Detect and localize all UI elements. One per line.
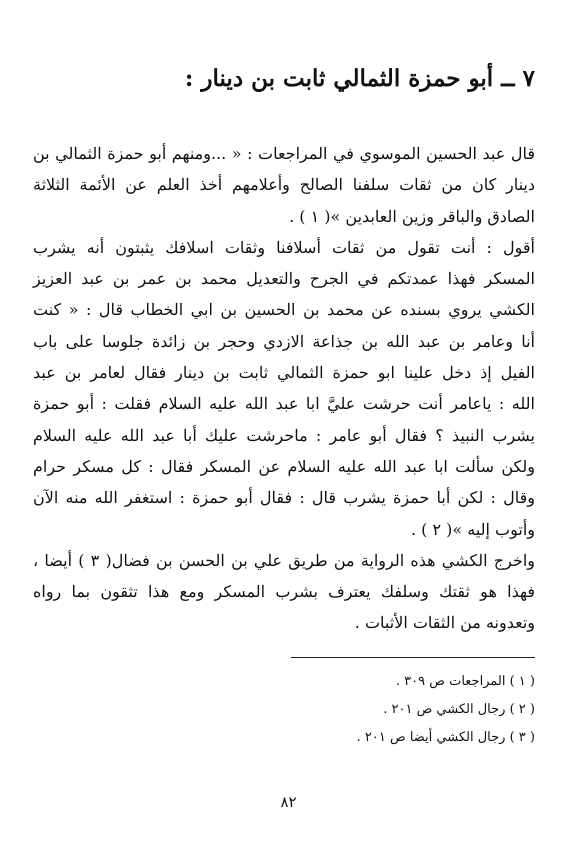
body-line: وأتوب إليه »( ٢ ) . (410, 519, 535, 539)
body-line: المسكر فهذا عمدتكم في الجرح والتعديل محمد بن عمر بن عبد العزيز (33, 269, 535, 289)
footnote: ( ١ ) المراجعات ص ٣٠٩ . (395, 674, 535, 689)
body-line: دينار كان من ثقات سلفنا الصالح وأعلامهم أخذ العلم عن الأئمة الثلاثة (33, 175, 535, 195)
body-line: فهذا هو ثقتك وسلفك يعترف بشرب المسكر ومع هذا تثقون بما رواه (33, 582, 535, 602)
body-line: الفيل إذ دخل علينا ابو حمزة الثمالي ثابت بن دينار فقال لعامر بن عبد (33, 363, 535, 383)
page-number: ٨٢ (280, 793, 297, 811)
body-line: الصادق والباقر وزين العابدين »( ١ ) . (289, 206, 535, 226)
section-heading: ٧ ــ أبو حمزة الثمالي ثابت بن دينار : (184, 65, 535, 92)
body-line: الكشي يروي بسنده عن محمد بن الحسين بن ابي الخطاب قال : « كنت (33, 300, 535, 320)
body-line: وتعدونه من الثقات الأثبات . (354, 613, 535, 633)
body-line: أنا وعامر بن عبد الله بن جذاعة الازدي وحجر بن زائدة جلوسا على باب (33, 331, 535, 351)
body-line: أقول : أنت تقول من ثقات أسلافنا وثقات اسلافك يثبتون أنه يشرب (33, 237, 535, 257)
body-line: قال عبد الحسين الموسوي في المراجعات : « ...ومنهم أبو حمزة الثمالي بن (33, 144, 535, 163)
footnote-divider (291, 657, 535, 658)
body-line: واخرج الكشي هذه الرواية من طريق علي بن الحسن بن فضال( ٣ ) أيضا ، (33, 550, 536, 570)
footnote: ( ٣ ) رجال الكشي أيضا ص ٢٠١ . (356, 730, 535, 745)
body-text (33, 138, 535, 639)
footnotes (35, 668, 535, 752)
footnote: ( ٢ ) رجال الكشي ص ٢٠١ . (383, 702, 535, 717)
body-line: يشرب النبيذ ؟ فقال أبو عامر : ماحرشت عليك أبا عبد الله عليه السلام (33, 425, 535, 445)
body-line: الله : ياعامر أنت حرشت عليَّ ابا عبد الله عليه السلام فقلت : أبو حمزة (33, 394, 535, 414)
body-line: وقال : لكن أبا حمزة يشرب قال : فقال أبو حمزة : استغفر الله منه الآن (33, 488, 535, 508)
body-line: ولكن سألت ابا عبد الله عليه السلام عن المسكر فقال : كل مسكر حرام (33, 456, 535, 476)
